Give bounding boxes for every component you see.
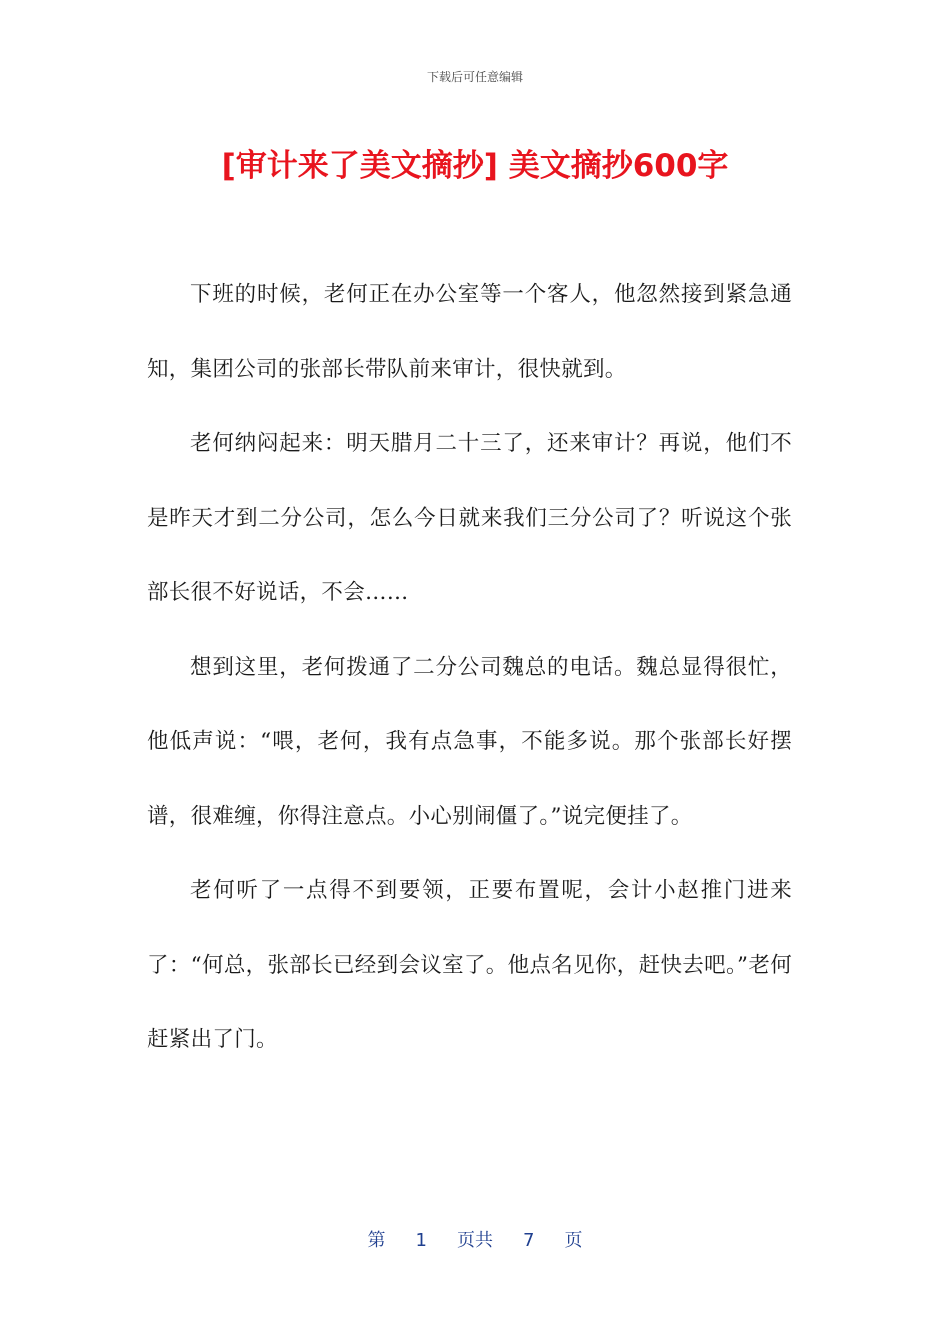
- page-footer: [0, 1226, 950, 1252]
- footer-prefix: 第: [367, 1230, 386, 1251]
- footer-current-page: 1: [415, 1230, 427, 1251]
- document-body: [147, 258, 792, 1078]
- paragraph-1: 下班的时候，老何正在办公室等一个客人，他忽然接到紧急通知，集团公司的张部长带队前来审计，很快就到。: [147, 282, 792, 382]
- footer-total-pages: 7: [523, 1230, 535, 1251]
- header-note: 下载后可任意编辑: [426, 70, 523, 84]
- paragraph-2: 老何纳闷起来：明天腊月二十三了，还来审计？再说，他们不是昨天才到二分公司，怎么今日就来我们三分公司了？听说这个张部长很不好说话，不会……: [147, 431, 792, 605]
- paragraph-3: 想到这里，老何拨通了二分公司魏总的电话。魏总显得很忙，他低声说：“喂，老何，我有点急事，不能多说。那个张部长好摆谱，很难缠，你得注意点。小心别闹僵了。”说完便挂了。: [147, 654, 792, 829]
- paragraph-4: 老何听了一点得不到要领，正要布置呢，会计小赵推门进来了：“何总，张部长已经到会议室了。他点名见你，赶快去吧。”老何赶紧出了门。: [147, 878, 792, 1052]
- footer-middle: 页共: [457, 1230, 493, 1251]
- footer-suffix: 页: [564, 1230, 583, 1251]
- document-title: [审计来了美文摘抄] 美文摘抄600字: [221, 148, 729, 184]
